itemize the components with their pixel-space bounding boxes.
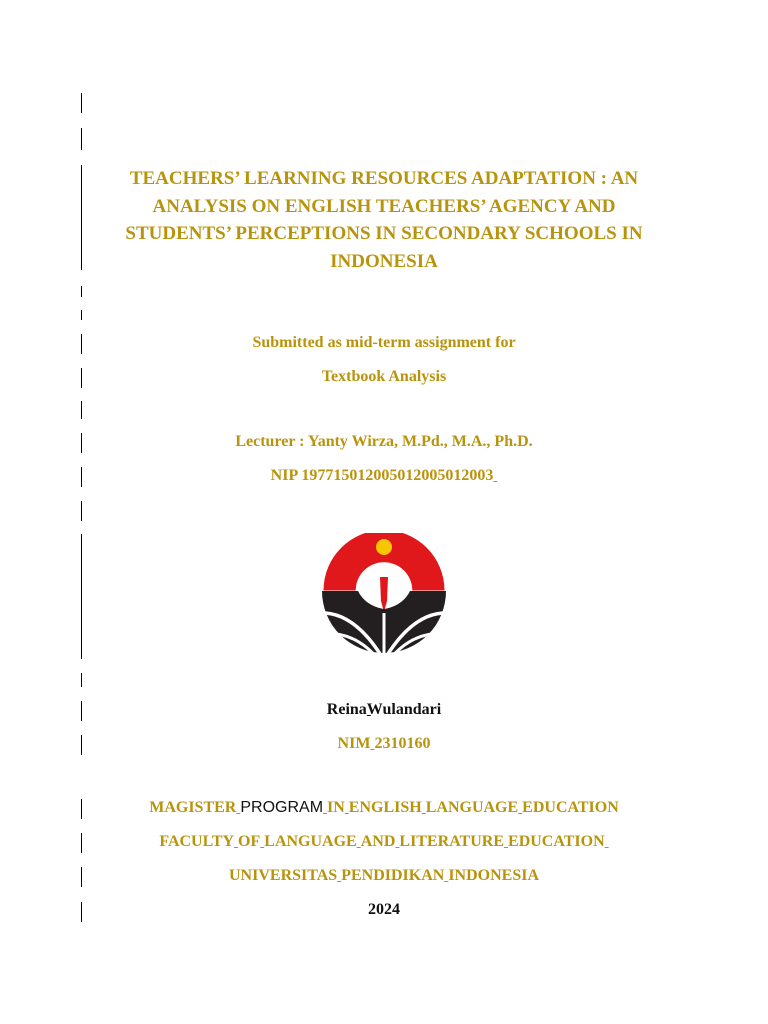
university-word: UNIVERSITAS <box>229 867 338 884</box>
nip-text: NIP 197715012005012005012003 <box>270 467 494 484</box>
university-line <box>0 867 768 885</box>
change-bar <box>81 128 82 150</box>
program-word: LANGUAGE <box>425 799 519 816</box>
nim-label: NIM <box>337 735 371 752</box>
program-word: IN <box>327 799 345 816</box>
nim-value: 2310160 <box>374 735 431 752</box>
change-bar <box>81 501 82 521</box>
program-word: EDUCATION <box>522 799 619 816</box>
program-line <box>0 799 768 817</box>
change-bar <box>81 165 82 270</box>
submitted-line: Submitted as mid-term assignment for <box>252 334 516 351</box>
change-bar <box>81 310 82 320</box>
program-word: MAGISTER <box>149 799 237 816</box>
change-bar <box>81 286 82 297</box>
change-bar <box>81 534 82 659</box>
university-emblem-icon <box>320 533 448 661</box>
author-first: Reina <box>326 701 367 718</box>
year: 2024 <box>368 901 400 918</box>
faculty-word: LANGUAGE <box>264 833 357 850</box>
faculty-word: EDUCATION <box>508 833 605 850</box>
author-name <box>0 701 768 719</box>
lecturer-name: Lecturer : Yanty Wirza, M.Pd., M.A., Ph.D. <box>235 433 533 450</box>
program-word: PROGRAM <box>240 799 324 816</box>
author-last: Wulandari <box>366 701 442 718</box>
university-word: INDONESIA <box>448 867 539 884</box>
lecturer-nip <box>0 467 768 485</box>
change-bar <box>81 673 82 687</box>
faculty-word: LITERATURE <box>399 833 505 850</box>
change-bar <box>81 401 82 419</box>
faculty-word: OF <box>238 833 261 850</box>
course-name: Textbook Analysis <box>321 368 447 385</box>
faculty-line <box>0 833 768 851</box>
change-bar <box>81 93 82 113</box>
student-nim <box>0 735 768 753</box>
faculty-word: AND <box>360 833 396 850</box>
university-word: PENDIDIKAN <box>341 867 445 884</box>
trailing-space <box>493 467 497 484</box>
program-word: ENGLISH <box>348 799 422 816</box>
document-title: TEACHERS’ LEARNING RESOURCES ADAPTATION : AN ANALYSIS ON ENGLISH TEACHERS’ AGENCY AND STUDENTS’ PERCEPTIONS IN SECONDARY SCHOOLS IN INDONESIA <box>125 168 643 272</box>
faculty-word: FACULTY <box>159 833 235 850</box>
